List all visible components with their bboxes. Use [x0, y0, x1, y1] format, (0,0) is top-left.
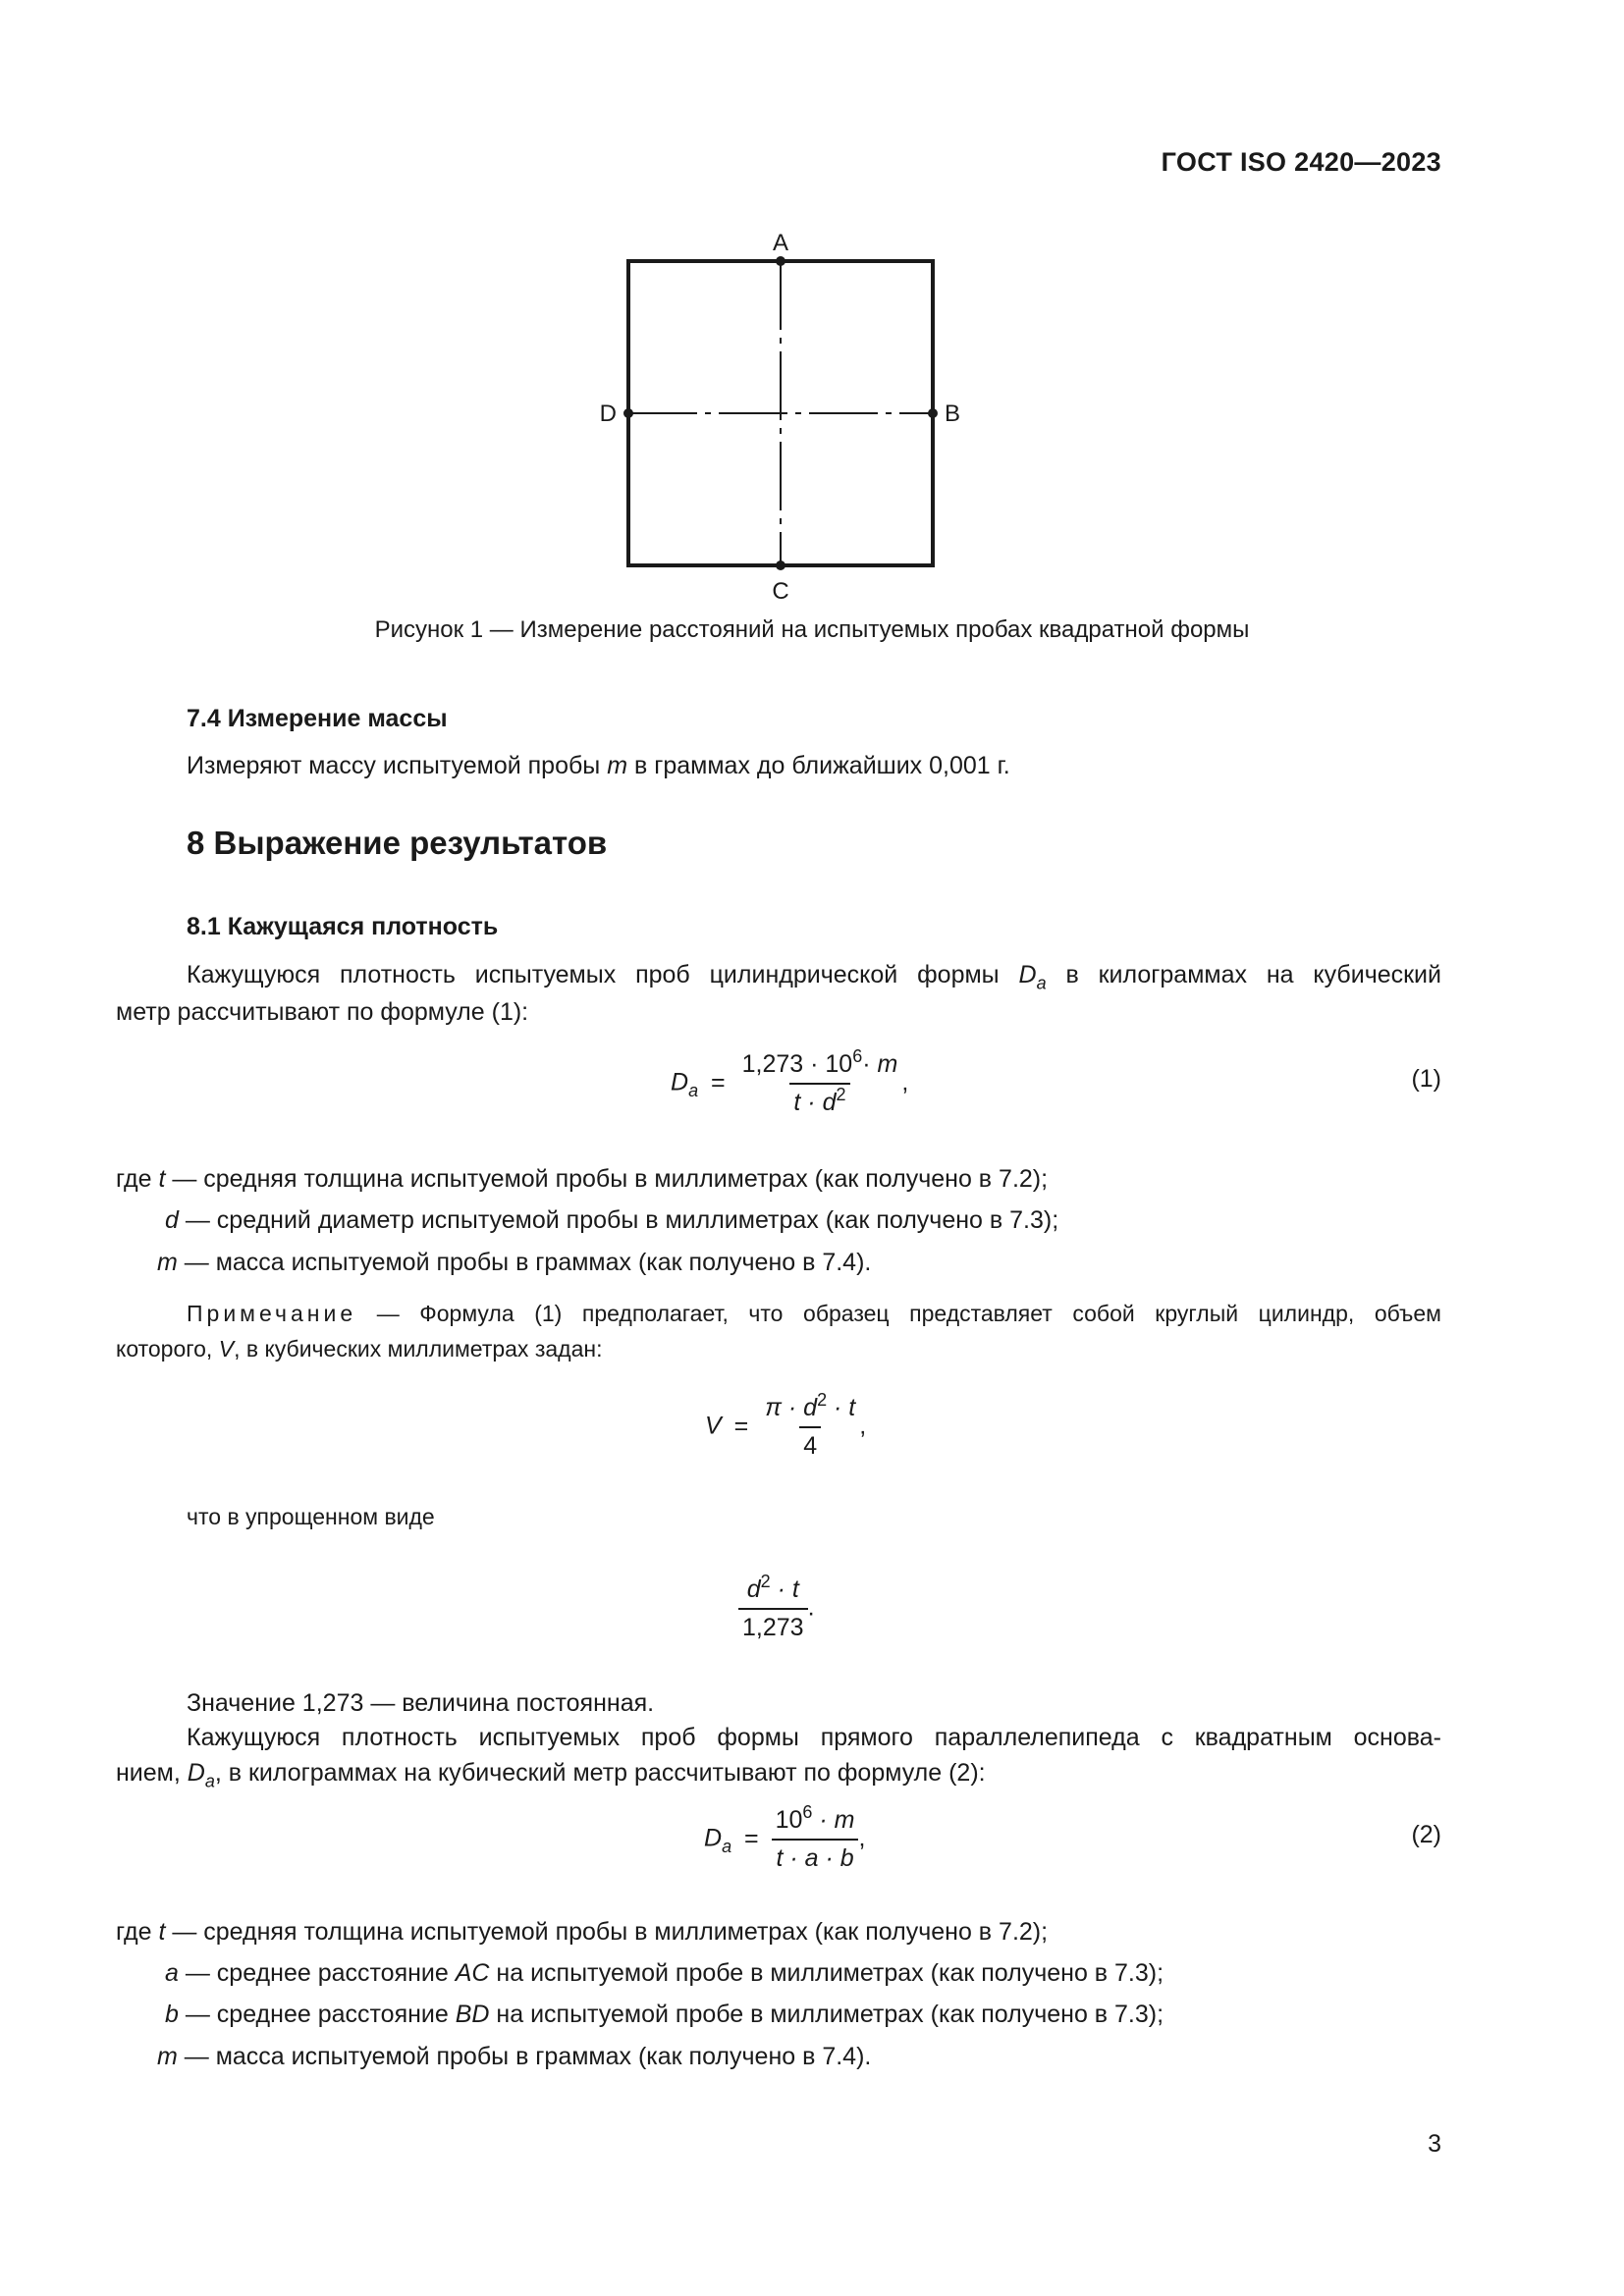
equation-volume: V = $\frac{\pi \cdot d^2 \cdot t}{4}$ ,: [705, 1390, 867, 1460]
figure-square-diagram: [589, 221, 1001, 614]
label-c: C: [772, 578, 789, 605]
constant-text: Значение 1,273 — величина постоянная.: [187, 1689, 655, 1717]
document-header: ГОСТ ISO 2420—2023: [1161, 147, 1441, 177]
section-8-heading: 8 Выражение результатов: [187, 825, 608, 861]
paragraph-2-line1: Кажущуюся плотность испытуемых проб формы прямого параллелепипеда с квадратным основа-: [187, 1724, 1441, 1751]
label-b: B: [945, 400, 961, 427]
legend-1-row-d: d — средний диаметр испытуемой пробы в миллиметрах (как получено в 7.3);: [165, 1206, 1059, 1234]
section-7-4-heading: 7.4 Измерение массы: [187, 705, 448, 732]
point-c: [776, 561, 785, 570]
figure-caption: Рисунок 1 — Измерение расстояний на испытуемых пробах квадратной формы: [374, 616, 1250, 643]
legend-2-row-b: b — среднее расстояние BD на испытуемой пробе в миллиметрах (как получено в 7.3);: [165, 2001, 1164, 2028]
equation-1-number: (1): [1411, 1065, 1441, 1093]
note-line2: которого, V, в кубических миллиметрах задан:: [116, 1336, 603, 1362]
simplified-text: что в упрощенном виде: [187, 1504, 435, 1529]
legend-2-row-a: a — среднее расстояние AC на испытуемой пробе в миллиметрах (как получено в 7.3);: [165, 1959, 1164, 1987]
equation-simplified: $\frac{d^2 \cdot t}{1,273}$ .: [738, 1575, 815, 1642]
note-line1: Примечание — Формула (1) предполагает, что образец представляет собой круглый цилиндр, объем: [187, 1301, 1441, 1326]
equation-2-number: (2): [1411, 1821, 1441, 1848]
paragraph-2-line2: нием, $D_a$, в килограммах на кубический метр рассчитывают по формуле (2):: [116, 1759, 986, 1791]
section-8-1-heading: 8.1 Кажущаяся плотность: [187, 913, 499, 940]
section-8-1-paragraph-line2: метр рассчитывают по формуле (1):: [116, 998, 529, 1026]
point-b: [928, 408, 938, 418]
equation-2: $D_a$ = $\frac{10^6 \cdot m}{t \cdot a \cdot b}$ ,: [704, 1802, 866, 1872]
legend-2-row-t: где t — средняя толщина испытуемой пробы в миллиметрах (как получено в 7.2);: [116, 1918, 1049, 1946]
legend-1-row-t: где t — средняя толщина испытуемой пробы в миллиметрах (как получено в 7.2);: [116, 1165, 1049, 1193]
equation-1-fraction: $\frac{1,273 \cdot 10^6\cdot m}{t \cdot d^2}$: [741, 1046, 898, 1116]
label-a: A: [772, 230, 789, 256]
equation-1: $D_a$ = $\frac{1,273 \cdot 10^6\cdot m}{t \cdot d^2}$ ,: [671, 1046, 909, 1116]
legend-2-row-m: m — масса испытуемой пробы в граммах (как получено в 7.4).: [157, 2043, 872, 2070]
equation-2-fraction: $\frac{10^6 \cdot m}{t \cdot a \cdot b}$: [772, 1806, 859, 1873]
section-7-4-text: Измеряют массу испытуемой пробы m в граммах до ближайших 0,001 г.: [187, 752, 1010, 779]
point-d: [623, 408, 633, 418]
label-d: D: [599, 400, 617, 427]
page-number: 3: [1428, 2130, 1441, 2158]
legend-1-row-m: m — масса испытуемой пробы в граммах (как получено в 7.4).: [157, 1249, 872, 1276]
section-8-1-paragraph-line1: Кажущуюся плотность испытуемых проб цилиндрической формы $D_a$ в килограммах на кубический: [187, 961, 1441, 993]
point-a: [776, 256, 785, 266]
